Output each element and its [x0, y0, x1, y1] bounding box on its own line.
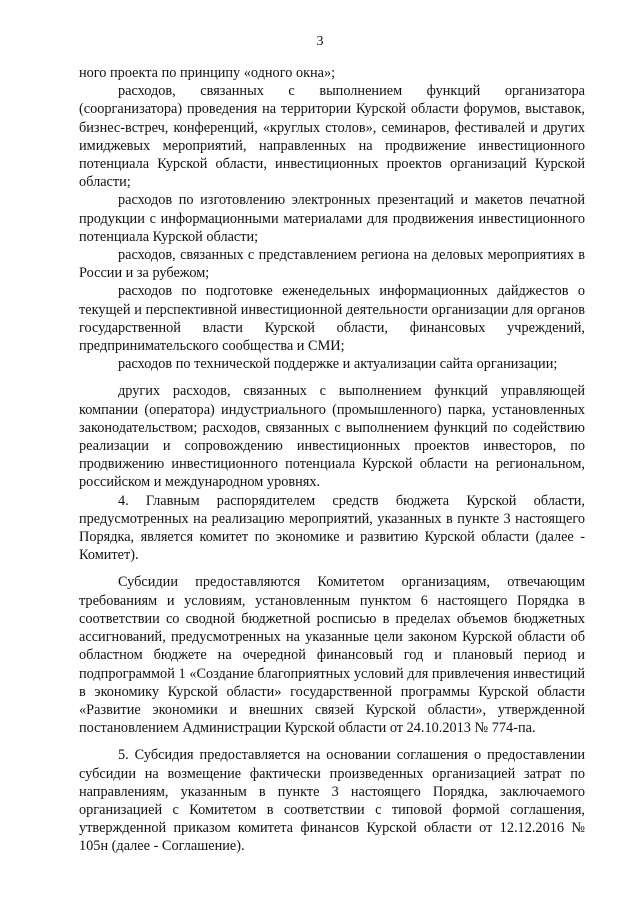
paragraph-forum-expenses: расходов, связанных с выполнением функций организатора (соорганизатора) проведения на территории Курской области форумов, выставок, бизнес-встреч, конференций, «круглых столов», семинаров, фестивалей и других имиджевых мероприятий, направленных на продвижение инвестиционного потенциала Курской области, инвестиционных проектов организаций Курской области; — [79, 83, 585, 191]
paragraph-business-events-expenses: расходов, связанных с представлением региона на деловых мероприятиях в России и за рубежом; — [79, 247, 585, 282]
paragraph-website-expenses: расходов по технической поддержке и актуализации сайта организации; — [118, 356, 558, 373]
paragraph-5-agreement: 5. Субсидия предоставляется на основании соглашения о предоставлении субсидии на возмещение фактически произведенных организацией затрат по направлениям, указанным в пункте 3 настоящего Порядка, заключаемого организацией с Комитетом в соответствии с типовой формой соглашения, утвержденной приказом комитета финансов Курской области от 12.12.2016 № 105н (далее - Соглашение). — [79, 747, 585, 855]
paragraph-presentation-expenses: расходов по изготовлению электронных презентаций и макетов печатной продукции с информационными материалами для продвижения инвестиционного потенциала Курской области; — [79, 192, 585, 245]
paragraph-4-main-administrator: 4. Главным распорядителем средств бюджета Курской области, предусмотренных на реализацию мероприятий, указанных в пункте 3 настоящего Порядка, является комитет по экономике и развитию Курской области (далее - Комитет). — [79, 492, 585, 564]
paragraph-subsidies-provision: Субсидии предоставляются Комитетом организациям, отвечающим требованиям и условиям, установленным пунктом 6 настоящего Порядка в соответствии со сводной бюджетной росписью в пределах объемов бюджетных ассигнований, предусмотренных на указанные цели законом Курской области об областном бюджете на очередной финансовый год и плановый период и подпрограммой 1 «Создание благоприятных условий для привлечения инвестиций в экономику Курской области» государственной программы Курской области «Развитие экономики и внешних связей Курской области», утвержденной постановлением Администрации Курской области от 24.10.2013 № 774-па. — [79, 574, 585, 737]
body-text — [79, 64, 585, 856]
paragraph-continuation: ного проекта по принципу «одного окна»; — [79, 65, 336, 81]
paragraph-digest-expenses: расходов по подготовке еженедельных информационных дайджестов о текущей и перспективной инвестиционной деятельности организации для органов государственной власти Курской области, финансовых учреждений, предпринимательского сообщества и СМИ; — [79, 283, 585, 355]
page-number: 3 — [316, 34, 324, 49]
paragraph-other-expenses: других расходов, связанных с выполнением функций управляющей компании (оператора) индустриального (промышленного) парка, установленных законодательством; расходов, связанных с выполнением функций по содействию реализации и сопровождению инвестиционных проектов инвесторов, по продвижению инвестиционного потенциала Курской области на региональном, российском и международном уровнях. — [79, 383, 585, 491]
